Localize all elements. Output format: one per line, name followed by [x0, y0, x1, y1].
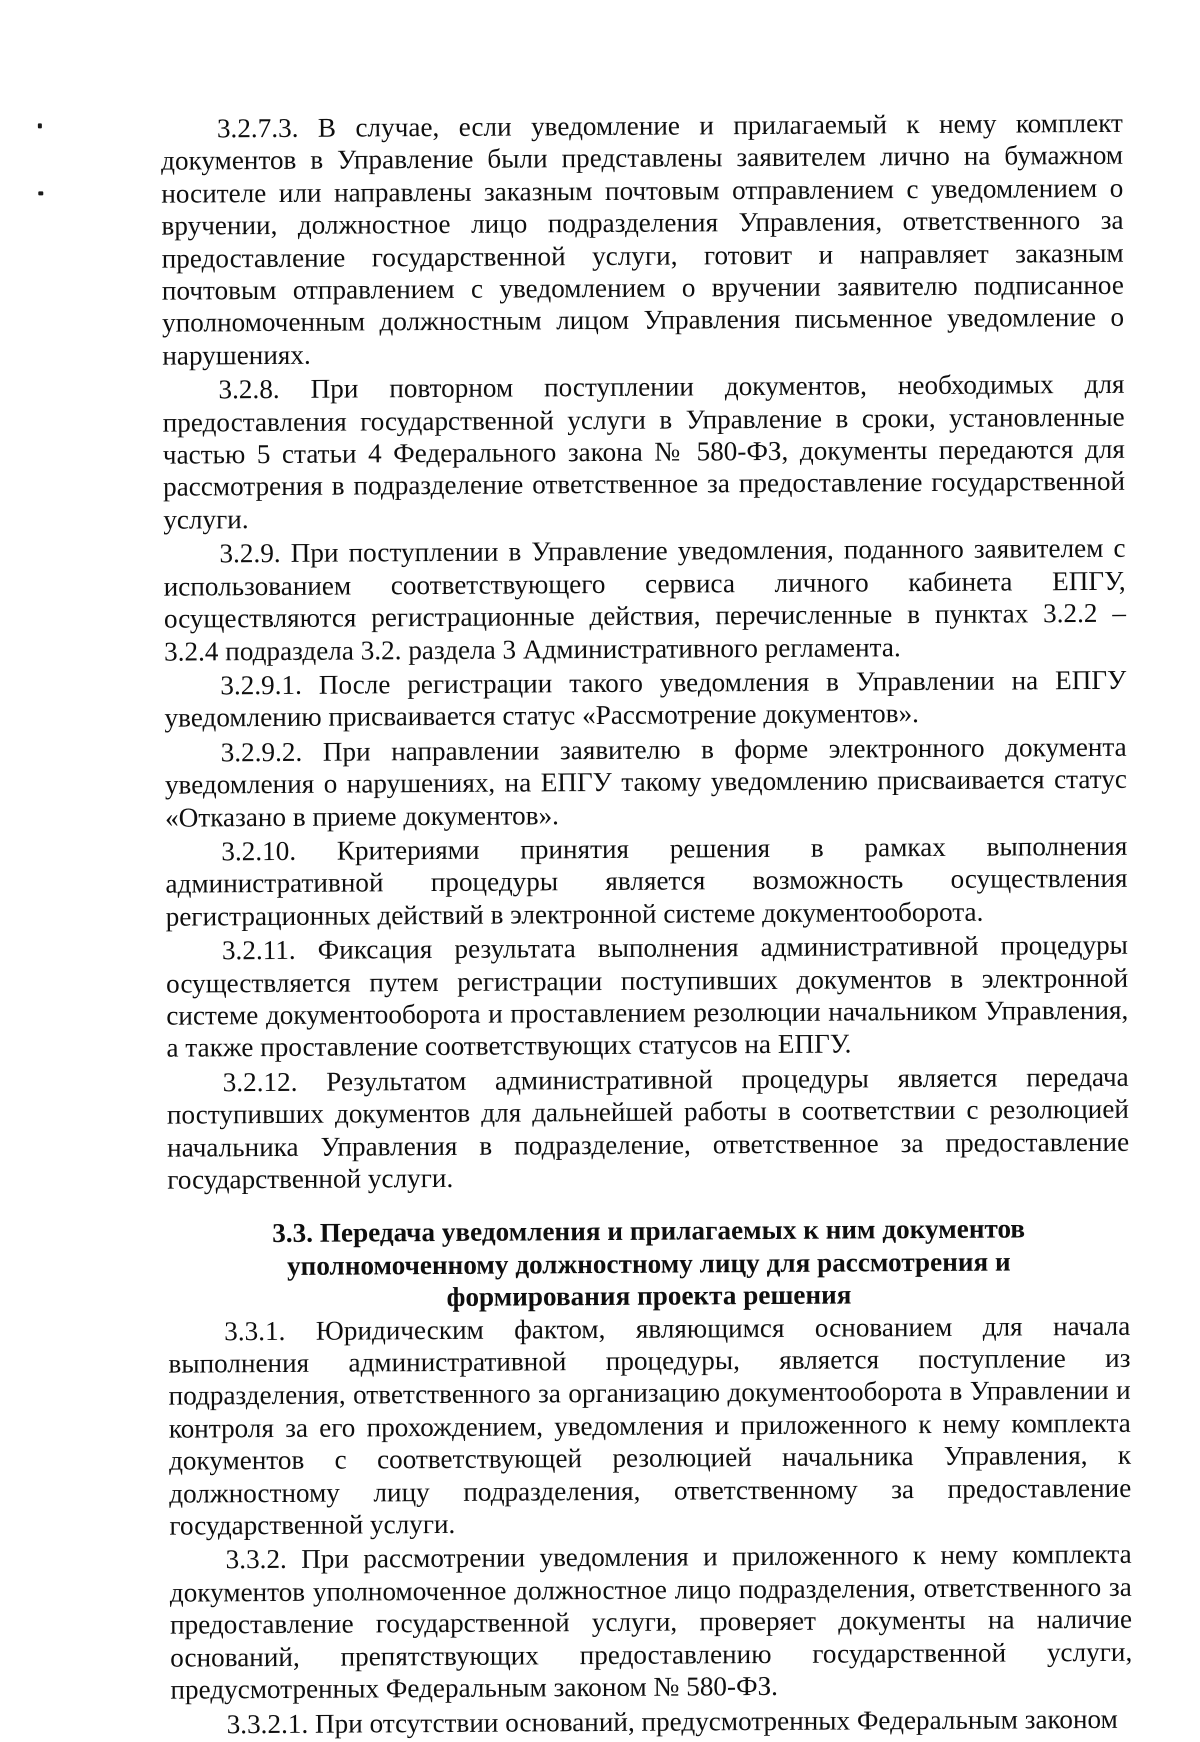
paragraph-3-2-11: 3.2.11. Фиксация результата выполнения административной процедуры осуществляется путем регистрации поступивших документов в электронной системе документооборота и проставлением резолюции начальником Управления, а также проставление соответствующих статусов на ЕПГУ. — [166, 929, 1129, 1064]
paragraph-3-3-2-1: 3.3.2.1. При отсутствии оснований, предусмотренных Федеральным законом — [226, 1703, 1118, 1739]
paragraph-3-3-2: 3.3.2. При рассмотрении уведомления и приложенного к нему комплекта документов уполномоченное должностное лицо подразделения, ответственного за предоставление государственной услуги, проверяет документы на наличие оснований, препятствующих предоставлению государственной услуги, предусмотренных Федеральным законом № 580-ФЗ. — [169, 1539, 1133, 1705]
paragraph-3-2-7-3: 3.2.7.3. В случае, если уведомление и прилагаемый к нему комплект документов в Управление были представлены заявителем лично на бумажном носителе или направлены заказным почтовым отправлением с уведомлением о вручении, должностное лицо подразделения Управления, ответственного за предоставление государственной услуги, готовит и направляет заказным почтовым отправлением с уведомлением о вручении заявителю подписанное уполномоченным должностным лицом Управления письменное уведомление о нарушениях. — [160, 107, 1125, 371]
paragraph-3-2-9-2: 3.2.9.2. При направлении заявителю в форме электронного документа уведомления о нарушениях, на ЕПГУ такому уведомлению присваивается статус «Отказано в приеме документов». — [164, 731, 1127, 833]
document-body — [161, 107, 1133, 1741]
paragraph-3-3-1: 3.3.1. Юридическим фактом, являющимся основанием для начала выполнения административной процедуры, является поступление из подразделения, ответственного за организацию документооборота в Управлении и контроля за его прохождением, уведомления и приложенного к нему комплекта документов с соответствующей резолюцией начальника Управления, к должностному лицу подразделения, ответственному за предоставление государственной услуги. — [168, 1310, 1132, 1541]
paragraph-3-2-12: 3.2.12. Результатом административной процедуры является передача поступивших документов для дальнейшей работы в соответствии с резолюцией начальника Управления в подразделение, ответственное за предоставление государственной услуги. — [166, 1061, 1130, 1195]
section-heading-3-3: 3.3. Передача уведомления и прилагаемых к ним документов уполномоченному должностному лицу для рассмотрения и формирования проекта решения — [272, 1213, 1026, 1313]
scan-artifact-dot — [38, 123, 42, 128]
paragraph-3-2-9: 3.2.9. При поступлении в Управление уведомления, поданного заявителем с использованием соответствующего сервиса личного кабинета ЕПГУ, осуществляются регистрационные действия, перечисленные в пунктах 3.2.2 – 3.2.4 подраздела 3.2. раздела 3 Административного регламента. — [163, 533, 1126, 667]
paragraph-3-2-10: 3.2.10. Критериями принятия решения в рамках выполнения административной процедуры является возможность осуществления регистрационных действий в электронной системе документооборота. — [165, 830, 1128, 932]
paragraph-3-2-8: 3.2.8. При повторном поступлении документов, необходимых для предоставления государственной услуги в Управление в сроки, установленные частью 5 статьи 4 Федерального закона № 580-ФЗ, документы передаются для рассмотрения в подразделение ответственное за предоставление государственной услуги. — [162, 369, 1126, 535]
scan-artifact-dot — [38, 191, 43, 195]
paragraph-3-2-9-1: 3.2.9.1. После регистрации такого уведомления в Управлении на ЕПГУ уведомлению присваивается статус «Рассмотрение документов». — [164, 664, 1127, 733]
